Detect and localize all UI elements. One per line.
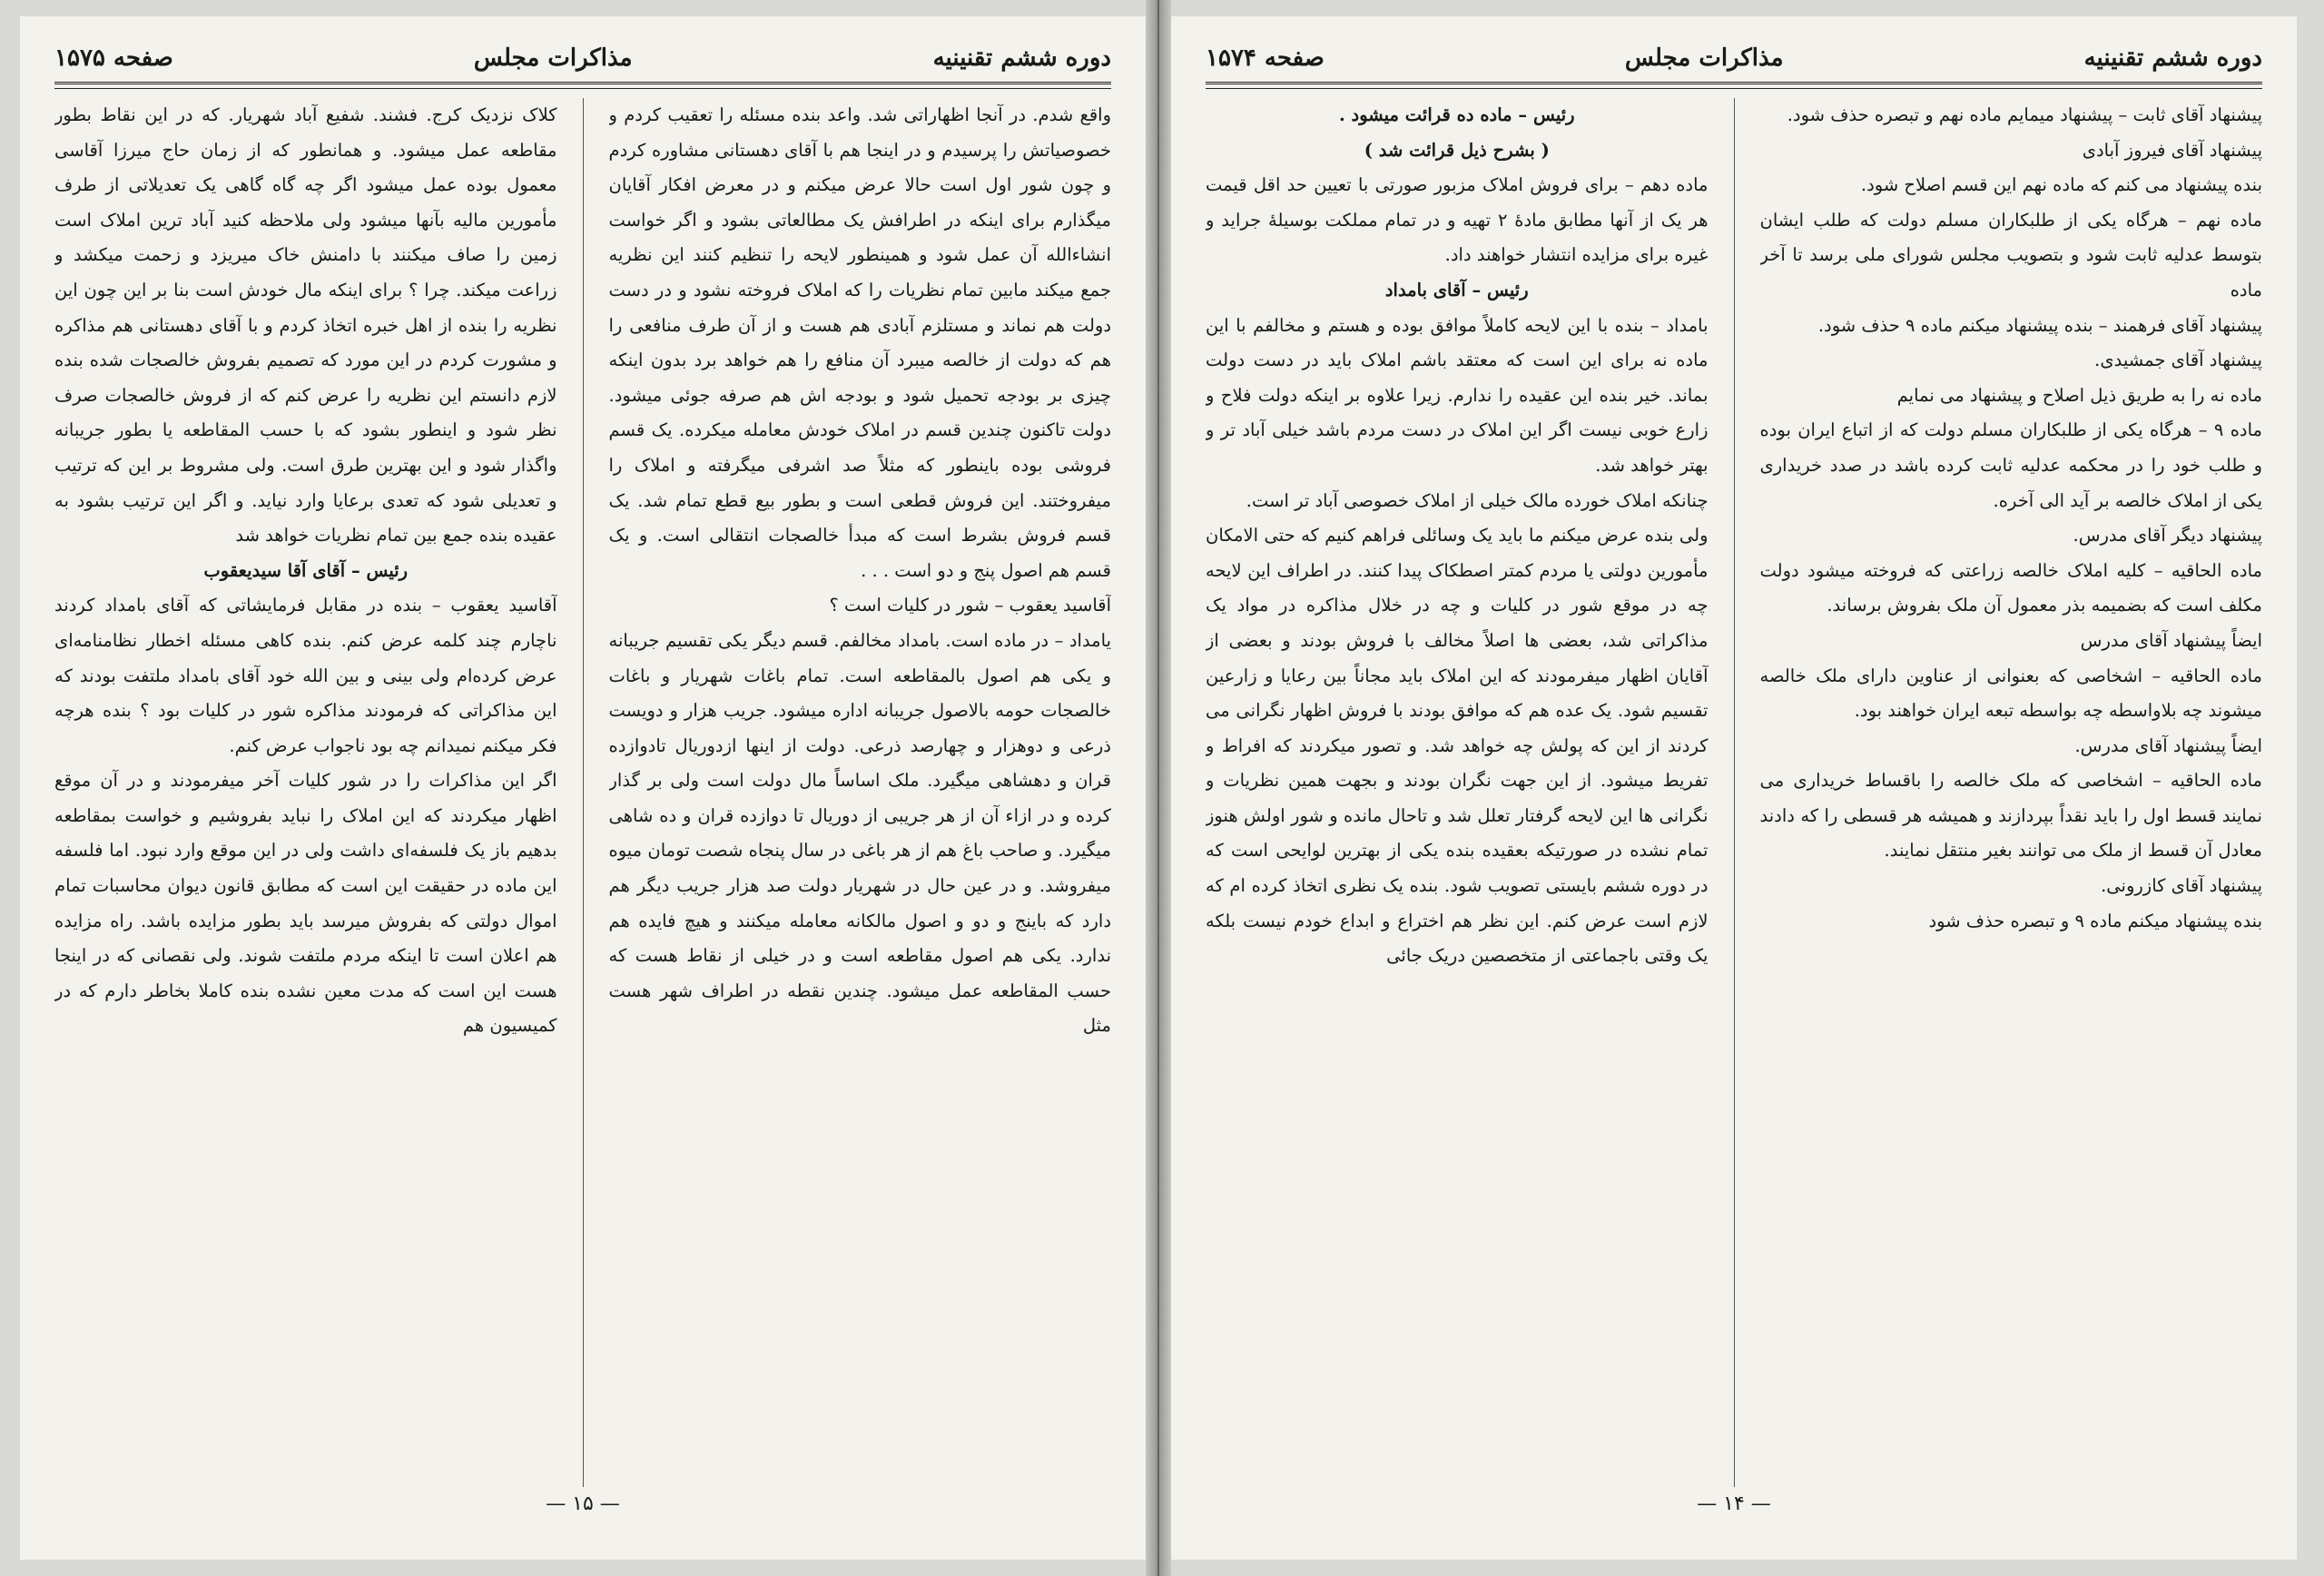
header-title: مذاکرات مجلس: [1624, 44, 1784, 72]
page-header: [54, 40, 1111, 76]
paragraph: پیشنهاد آقای ثابت – پیشنهاد میمایم ماده نهم و تبصره حذف شود.: [1787, 104, 2262, 125]
page-footer-number: — ۱۴ —: [1697, 1492, 1771, 1515]
speaker-heading: رئیس – آقای بامداد: [1384, 279, 1529, 300]
paragraph: کلاک نزدیک کرج. فشند. شفیع آباد شهریار. که در این نقاط بطور مقاطعه عمل میشود. و همانطور که از زمان حاج میرزا آقاسی معمول بوده عمل میشود اگر چه گاه گاهی یک تعدیلاتی از طرف مأمورین مالیه بآنها میشود ولی ملاحظه کنید آباد ترین املاک است زمین را صاف میکنند با دامنش خاک میریزد و زحمت میکشد و زراعت میکند. چرا ؟ برای اینکه مال خودش است بنا بر این چون این نظریه را بنده از اهل خبره اتخاذ کردم و با آقای دهستانی هم مذاکره و مشورت کردم در این مورد که تصمیم بفروش خالصجات شده بنده لازم دانستم این نظریه را عرض کنم که از فروش خالصجات صرف نظر شود و اینطور بشود که با حسب المقاطعه یا بطور جریبانه واگذار شود و این بهترین طرق است. ولی مشروط بر این که ترتیب و تعدیلی شود که تعدی برعایا وارد نیاید. و اگر این ترتیب بشود به عقیده بنده جمع بین تمام نظریات خواهد شد: [54, 104, 557, 547]
column-divider: [583, 98, 584, 1487]
page-header: [1206, 40, 2262, 76]
paragraph: چنانکه املاک خورده مالک خیلی از املاک خصوصی آباد تر است.: [1246, 489, 1709, 511]
paragraph: بنده پیشنهاد میکنم ماده ۹ و تبصره حذف شود: [1928, 910, 2262, 931]
column-left: [54, 98, 557, 1487]
paragraph: ماده الحاقیه – کلیه املاک خالصه زراعتی که فروخته میشود دولت مکلف است که بضمیمه بذر معمول آن ملک بفروش برساند.: [1759, 559, 2262, 616]
paragraph: پیشنهاد دیگر آقای مدرس.: [2073, 525, 2262, 547]
page-footer-number: — ۱۵ —: [546, 1492, 620, 1515]
column-left: [1206, 98, 1709, 1487]
paragraph: ماده الحاقیه – اشخاصی که بعنوانی از عناوین دارای ملک خالصه میشوند چه بلاواسطه چه بواسطه تبعه ایران خواهند بود.: [1759, 665, 2262, 722]
paragraph: واقع شدم. در آنجا اظهاراتی شد. واعد بنده مسئله را تعقیب کردم و خصوصیاتش را پرسیدم و در اینجا هم با آقای دهستانی مشاوره کردم و چون شور اول است حالا عرض میکنم و در معرض افکار آقایان میگذارم برای اینکه در اطرافش یک مطالعاتی بشود و اگر خواست انشاءالله آن عمل شود و همینطور لایحه را تنظیم کنند این نظریه جمع میکند مابین تمام نظریات را که املاک فروخته نشود و در دست دولت هم نماند و مستلزم آبادی هم هست و از آن طرف منافعی را هم که دولت از خالصه میبرد آن منافع را هم خواهد برد بدون اینکه چیزی بر بودجه تحمیل شود و بودجه اش هم صرفه جوئی میشود. دولت تاکنون چندین قسم در املاک خودش معامله میکرده. یک قسم فروشی بوده باینطور که مثلاً صد اشرفی میگرفته و املاک را میفروختند. این فروش قطعی است و بطور بیع قطع تمام شد. یک قسم فروش بشرط است که مبدأ خالصجات انتقالی است. و یک قسم هم اصول پنج و دو است . . .: [608, 104, 1111, 581]
paragraph: پیشنهاد آقای کازرونی.: [2101, 875, 2262, 897]
header-page-number: صفحه ۱۵۷۵: [54, 44, 173, 72]
header-page-number: صفحه ۱۵۷۴: [1206, 44, 1324, 72]
paragraph: ماده نهم – هرگاه یکی از طلبکاران مسلم دولت که طلب ایشان بتوسط عدلیه ثابت شود و بتصویب مجلس شورای ملی برسد تا آخر ماده: [1759, 209, 2262, 300]
paragraph: ماده نه را به طریق ذیل اصلاح و پیشنهاد می نمایم: [1896, 384, 2262, 406]
book-spine: [1146, 0, 1171, 1576]
paragraph: یامداد – در ماده است. بامداد مخالفم. قسم دیگر یکی تقسیم جریبانه و یکی هم اصول بالمقاطعه است. تمام باغات شهریار و باغات خالصجات حومه بالاصول جریبانه اداره میشود. جریب هزار و دویست ذرعی و دوهزار و چهارصد ذرعی. دولت از اینها ازدوریال تادوازده قران و دهشاهی میگیرد. ملک اساساً مال دولت است ولی بر گذار کرده و در ازاء آن از هر جریبی از دوریال تا دوازده قران و ده شاهی میگیرد. و صاحب باغ هم از هر باغی در سال پنجاه شصت تومان میوه میفروشد. و در عین حال در شهریار دولت صد هزار جریب دیگر هم دارد که باینج و دو و اصول مالکانه معامله میکنند و هیچ فایده هم ندارد. یکی هم اصول مقاطعه است و در خیلی از نقاط هست که حسب المقاطعه عمل میشود. چندین نقطه در اطراف شهر هست مثل: [608, 629, 1111, 1037]
column-right: [609, 98, 1112, 1487]
header-rule: [54, 82, 1111, 89]
header-title: مذاکرات مجلس: [473, 44, 633, 72]
column-right: [1760, 98, 2263, 1487]
header-period: دوره ششم تقنینیه: [2083, 44, 2262, 72]
right-page: [1171, 16, 2297, 1560]
paragraph: ماده الحاقیه – اشخاصی که ملک خالصه را باقساط خریداری می نمایند قسط اول را باید نقداً بپردازند و همیشه هر قسطی را که دادند معادل آن قسط از ملک می توانند بغیر منتقل نمایند.: [1759, 770, 2262, 862]
paragraph: اگر این مذاکرات را در شور کلیات آخر میفرمودند و در آن موقع اظهار میکردند که این املاک را نباید بفروشیم و خواست بمقاطعه بدهیم باز یک فلسفه‌ای داشت ولی در این موقع وارد نبود. اما فلسفه این ماده در حقیقت این است که مطابق قانون دیوان محاسبات تمام اموال دولتی که بفروش میرسد باید بطور مزایده باشد. راه مزایده هم اعلان است تا اینکه مردم ملتفت شوند. ولی نقصانی که در اینجا هست این است که مدت معین نشده بنده کاملا بخاطر دارم که در کمیسیون هم: [54, 770, 557, 1037]
text-columns: [1206, 98, 2262, 1487]
reading-note: ( بشرح ذیل قرائت شد ): [1364, 139, 1550, 161]
paragraph: بنده پیشنهاد می کنم که ماده نهم این قسم اصلاح شود.: [1860, 174, 2262, 196]
paragraph: بامداد – بنده با این لایحه کاملاً موافق بوده و هستم و مخالفم با این ماده نه برای این است که معتقد باشم املاک باید در دست دولت بماند. خیر بنده این عقیده را ندارم. زیرا علاوه بر اینکه دولت فلاح و زارع خوبی نیست اگر این املاک در دست مردم باشد خیلی آباد تر و بهتر خواهد شد.: [1206, 314, 1709, 476]
paragraph: پیشنهاد آقای فیروز آبادی: [2082, 139, 2262, 161]
column-divider: [1734, 98, 1735, 1487]
paragraph: آقاسید یعقوب – بنده در مقابل فرمایشاتی که آقای بامداد کردند ناچارم چند کلمه عرض کنم. بنده کاهی مسئله اخطار نظامنامه‌ای عرض کرده‌ام ولی بینی و بین الله خود آقای بامداد ملتفت بودند که این مذاکراتی که فرمودند مذاکره شور در کلیات بود ؟ بنده هرچه فکر میکنم نمیدانم چه بود ناجواب عرض کنم.: [54, 595, 557, 756]
speaker-heading: رئیس – ماده ده قرائت میشود .: [1338, 104, 1575, 125]
paragraph: ایضاً پیشنهاد آقای مدرس: [2080, 629, 2262, 651]
text-columns: [54, 98, 1111, 1487]
paragraph: پیشنهاد آقای فرهمند – بنده پیشنهاد میکنم ماده ۹ حذف شود.: [1817, 314, 2262, 336]
left-page: [20, 16, 1146, 1560]
paragraph: پیشنهاد آقای جمشیدی.: [2094, 350, 2262, 371]
header-period: دوره ششم تقنینیه: [932, 44, 1111, 72]
paragraph: ماده ۹ – هرگاه یکی از طلبکاران مسلم دولت که از اتباع ایران بوده و طلب خود را در محکمه عدلیه ثابت کرده باشد در صدد خریداری یکی از املاک خالصه بر آید الی آخره.: [1759, 419, 2262, 511]
paragraph: ایضاً پیشنهاد آقای مدرس.: [2074, 734, 2262, 756]
header-rule: [1206, 82, 2262, 89]
paragraph: ولی بنده عرض میکنم ما باید یک وسائلی فراهم کنیم که حتی الامکان مأمورین دولتی یا مردم کمتر اصطکاک پیدا کنند. در اطراف این لایحه چه در موقع شور در کلیات و چه در خلال مذاکره در مواد یک مذاکراتی شد، بعضی ها اصلاً مخالف با فروش بودند و بعضی از آقایان اظهار میفرمودند که این املاک باید مجاناً بین رعایا و زارعین تقسیم شود. یک عده هم که موافق بودند با فروش اظهار نگرانی می کردند از این که پولش چه خواهد شد. و تصور میکردند که افراط و تفریط میشود. از این جهت نگران بودند و بجهت همین نظریات و نگرانی ها این لایحه گرفتار تعلل شد و تاحال مانده و شور اولش هنوز تمام نشده در صورتیکه بعقیده بنده یکی از بهترین لوایحی است که در دوره ششم بایستی تصویب شود. بنده یک نظری اتخاذ کرده ام که لازم است عرض کنم. این نظر هم اختراع و ابداع خودم نیست بلکه یک وقتی باجماعتی از متخصصین دریک جائی: [1206, 525, 1709, 967]
speaker-heading: رئیس – آقای آقا سیدیعقوب: [203, 559, 409, 581]
paragraph: آقاسید یعقوب – شور در کلیات است ؟: [829, 595, 1111, 616]
paragraph: ماده دهم – برای فروش املاک مزبور صورتی با تعیین حد اقل قیمت هر یک از آنها مطابق مادهٔ ۲ تهیه و در تمام مملکت بوسیلهٔ جراید و غیره برای مزایده انتشار خواهند داد.: [1206, 174, 1709, 266]
